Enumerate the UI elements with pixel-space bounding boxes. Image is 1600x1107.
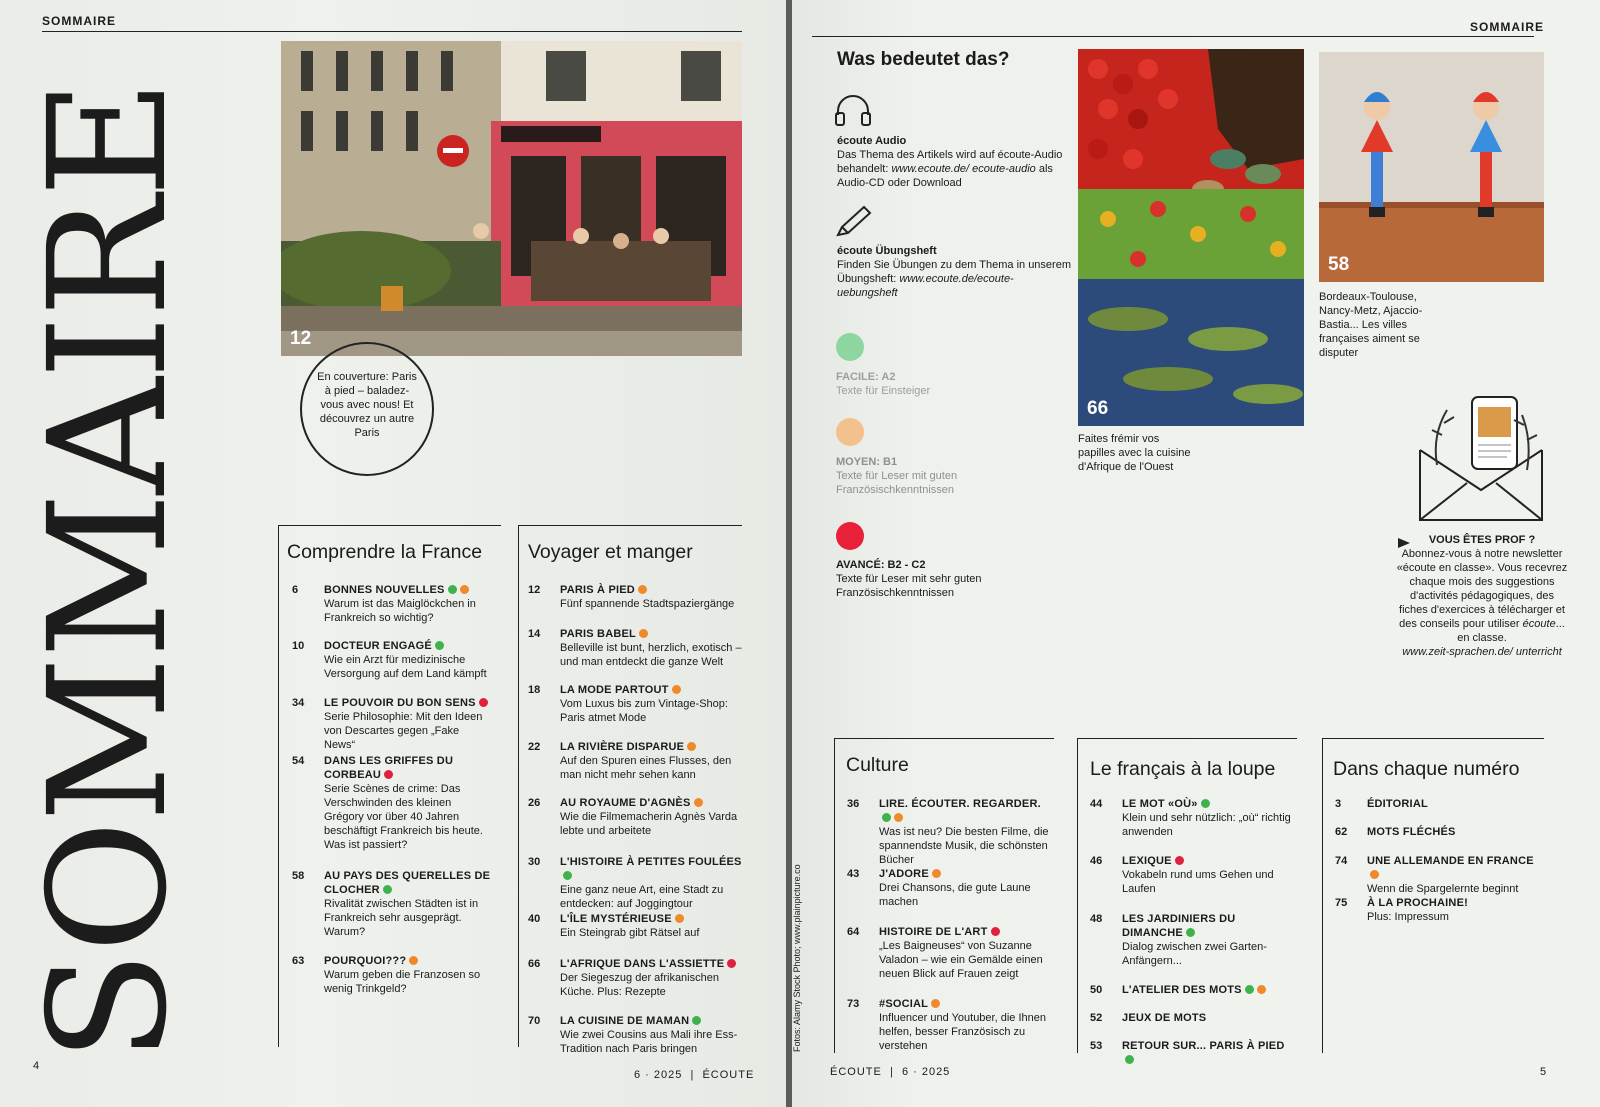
- level-dot: [383, 885, 392, 894]
- level-dot: [692, 1016, 701, 1025]
- section-divider-4: [1077, 738, 1078, 1053]
- toc-title: JEUX DE MOTS: [1122, 1012, 1207, 1024]
- toc-page-number: 34: [292, 697, 305, 709]
- photo-credit: Fotos: Alamy Stock Photo; www.plainpicture.co: [792, 864, 802, 1052]
- big-sommaire-title: SOMMAIRE: [15, 81, 203, 1062]
- headphones-icon: [834, 93, 872, 127]
- toc-title: AU PAYS DES QUERELLES DE CLOCHER: [324, 870, 491, 896]
- newsletter-envelope-icon: [1412, 395, 1552, 530]
- toc-title: MOTS FLÉCHÉS: [1367, 826, 1456, 838]
- toc-page-number: 36: [847, 798, 860, 810]
- toc-title: BONNES NOUVELLES: [324, 584, 445, 596]
- toc-page-number: 30: [528, 856, 541, 868]
- toc-description: Serie Scènes de crime: Das Verschwinden des kleinen Grégory vor über 40 Jahren beschäftigt Frankreich bis heute. Was ist passiert?: [324, 783, 483, 851]
- level-dot: [687, 742, 696, 751]
- section-divider-5: [1322, 738, 1323, 1053]
- toc-description: Belleville ist bunt, herzlich, exotisch – und man entdeckt die ganze Welt: [560, 642, 742, 668]
- toc-title: LA MODE PARTOUT: [560, 684, 669, 696]
- toc-description: Drei Chansons, die gute Laune machen: [879, 882, 1031, 908]
- toc-title: LE MOT «OÙ»: [1122, 798, 1198, 810]
- footer-issue-left: 6 · 2025 | ÉCOUTE: [634, 1069, 755, 1081]
- right-page: [792, 0, 1600, 1107]
- toc-title: AU ROYAUME D'AGNÈS: [560, 797, 691, 809]
- level-dot: [448, 585, 457, 594]
- section-title-chaque-numero: Dans chaque numéro: [1333, 758, 1520, 780]
- toc-description: Eine ganz neue Art, eine Stadt zu entdecken: auf Joggingtour: [560, 884, 724, 910]
- legend-facile-desc: Texte für Einsteiger: [836, 385, 931, 397]
- legend-avance-desc: Texte für Leser mit sehr guten Französischkenntnissen: [836, 573, 982, 599]
- toc-description: Wie zwei Cousins aus Mali ihre Ess-Tradition nach Paris bringen: [560, 1029, 738, 1055]
- toc-title: HISTOIRE DE L'ART: [879, 926, 988, 938]
- running-head-right: SOMMAIRE: [1470, 20, 1544, 34]
- running-head-left: SOMMAIRE: [42, 14, 116, 28]
- level-dot: [409, 956, 418, 965]
- level-dot: [694, 798, 703, 807]
- level-dot: [672, 685, 681, 694]
- section-top-rule-3: [834, 738, 1054, 739]
- legend-workbook: [837, 244, 1072, 300]
- level-dot: [638, 585, 647, 594]
- toc-description: Auf den Spuren eines Flusses, den man nicht mehr sehen kann: [560, 755, 732, 781]
- toc-title: L'ÎLE MYSTÉRIEUSE: [560, 913, 672, 925]
- toc-description: Dialog zwischen zwei Garten-Anfängern...: [1122, 941, 1267, 967]
- legend-facile-title: FACILE: A2: [836, 371, 896, 383]
- level-dot: [1201, 799, 1210, 808]
- toc-description: Vom Luxus bis zum Vintage-Shop: Paris atmet Mode: [560, 698, 728, 724]
- section-top-rule-5: [1322, 738, 1544, 739]
- legend-workbook-text: Finden Sie Übungen zu dem Thema in unserem Übungsheft:: [837, 259, 1071, 285]
- level-facile-dot: [836, 333, 864, 361]
- level-dot: [1175, 856, 1184, 865]
- toc-description: Serie Philosophie: Mit den Ideen von Descartes gegen „Fake News“: [324, 711, 483, 751]
- toc-title: LA CUISINE DE MAMAN: [560, 1015, 690, 1027]
- prof-promo-text2: ... en classe.: [1457, 618, 1565, 644]
- toc-page-number: 53: [1090, 1040, 1103, 1052]
- toc-page-number: 64: [847, 926, 860, 938]
- footer-issue-left-date: 6 · 2025: [634, 1069, 683, 1081]
- toc-page-number: 50: [1090, 984, 1103, 996]
- food-market-photo: [1078, 49, 1304, 426]
- page-number-right: 5: [1540, 1066, 1548, 1078]
- legend-facile: [836, 370, 1016, 398]
- toc-page-number: 22: [528, 741, 541, 753]
- page-number-left: 4: [33, 1060, 41, 1072]
- toc-title: À LA PROCHAINE!: [1367, 897, 1468, 909]
- dolls-photo: [1319, 52, 1544, 282]
- toc-page-number: 75: [1335, 897, 1348, 909]
- level-dot: [1245, 985, 1254, 994]
- toc-description: Klein und sehr nützlich: „où“ richtig anwenden: [1122, 812, 1291, 838]
- level-dot: [563, 871, 572, 880]
- food-photo-page-number: 66: [1087, 398, 1109, 419]
- legend-title: Was bedeutet das?: [837, 49, 1010, 70]
- toc-description: Warum geben die Franzosen so wenig Trinkgeld?: [324, 969, 481, 995]
- footer-mag-left: ÉCOUTE: [702, 1069, 755, 1081]
- toc-page-number: 40: [528, 913, 541, 925]
- legend-moyen-title: MOYEN: B1: [836, 456, 898, 468]
- dolls-photo-caption: Bordeaux-Toulouse, Nancy-Metz, Ajaccio-Bastia... Les villes françaises aiment se disputer: [1319, 291, 1423, 359]
- section-divider-3: [834, 738, 835, 1053]
- section-title-comprendre: Comprendre la France: [287, 541, 483, 563]
- toc-title: L'AFRIQUE DANS L'ASSIETTE: [560, 958, 725, 970]
- cover-photo-page-number: 12: [290, 328, 312, 349]
- legend-moyen-desc: Texte für Leser mit guten Französischkenntnissen: [836, 470, 958, 496]
- level-dot: [384, 770, 393, 779]
- toc-page-number: 74: [1335, 855, 1348, 867]
- toc-page-number: 66: [528, 958, 541, 970]
- toc-description: „Les Baigneuses“ von Suzanne Valadon – wie ein Gemälde einen neuen Blick auf Frauen zeigt: [879, 940, 1043, 980]
- level-dot: [1186, 928, 1195, 937]
- toc-page-number: 58: [292, 870, 305, 882]
- toc-page-number: 70: [528, 1015, 541, 1027]
- toc-page-number: 63: [292, 955, 305, 967]
- toc-page-number: 3: [1335, 798, 1342, 810]
- toc-title: L'HISTOIRE À PETITES FOULÉES: [560, 856, 742, 868]
- toc-description: Der Siegeszug der afrikanischen Küche. Plus: Rezepte: [560, 972, 719, 998]
- legend-avance-title: AVANCÉ: B2 - C2: [836, 559, 926, 571]
- toc-page-number: 44: [1090, 798, 1103, 810]
- toc-page-number: 48: [1090, 913, 1103, 925]
- toc-description: Warum ist das Maiglöckchen in Frankreich so wichtig?: [324, 598, 476, 624]
- toc-page-number: 6: [292, 584, 299, 596]
- toc-page-number: 12: [528, 584, 541, 596]
- top-rule-left: [42, 31, 742, 32]
- toc-title: LEXIQUE: [1122, 855, 1172, 867]
- food-photo-caption: Faites frémir vos papilles avec la cuisine d'Afrique de l'Ouest: [1078, 433, 1191, 473]
- section-top-rule-1: [278, 525, 501, 526]
- toc-page-number: 18: [528, 684, 541, 696]
- toc-description: Vokabeln rund ums Gehen und Laufen: [1122, 869, 1274, 895]
- toc-page-number: 26: [528, 797, 541, 809]
- prof-promo: [1396, 533, 1568, 659]
- toc-title: LA RIVIÈRE DISPARUE: [560, 741, 685, 753]
- section-title-voyager: Voyager et manger: [528, 541, 693, 563]
- section-divider-2: [518, 525, 519, 1047]
- legend-workbook-link[interactable]: www.ecoute.de/ecoute-uebungsheft: [837, 273, 1014, 299]
- toc-title: ÉDITORIAL: [1367, 798, 1428, 810]
- legend-audio-link[interactable]: www.ecoute.de/ ecoute-audio: [891, 163, 1036, 175]
- toc-description: Ein Steingrab gibt Rätsel auf: [560, 927, 700, 939]
- legend-audio-title: écoute Audio: [837, 135, 907, 147]
- legend-audio: [837, 134, 1072, 190]
- toc-title: POURQUOI???: [324, 955, 407, 967]
- toc-description: Influencer und Youtuber, die Ihnen helfen, besser Französisch zu verstehen: [879, 1012, 1046, 1052]
- toc-title: #SOCIAL: [879, 998, 929, 1010]
- toc-title: RETOUR SUR... PARIS À PIED: [1122, 1040, 1285, 1052]
- legend-avance: [836, 558, 1016, 600]
- section-title-francais: Le français à la loupe: [1090, 758, 1276, 780]
- toc-title: J'ADORE: [879, 868, 929, 880]
- dolls-illustration: [1319, 52, 1544, 282]
- section-top-rule-4: [1077, 738, 1297, 739]
- toc-page-number: 46: [1090, 855, 1103, 867]
- level-dot: [931, 999, 940, 1008]
- level-dot: [991, 927, 1000, 936]
- level-moyen-dot: [836, 418, 864, 446]
- left-page: [0, 0, 786, 1107]
- toc-page-number: 43: [847, 868, 860, 880]
- toc-title: DANS LES GRIFFES DU CORBEAU: [324, 755, 454, 781]
- legend-moyen: [836, 455, 1016, 497]
- food-market-illustration: [1078, 49, 1304, 426]
- toc-page-number: 54: [292, 755, 305, 767]
- toc-description: Wie ein Arzt für medizinische Versorgung auf dem Land kämpft: [324, 654, 487, 680]
- level-avance-dot: [836, 522, 864, 550]
- section-divider-1: [278, 525, 279, 1047]
- legend-audio-text: Das Thema des Artikels wird auf écoute-Audio behandelt:: [837, 149, 1063, 175]
- prof-promo-em: écoute: [1522, 618, 1556, 630]
- toc-title: DOCTEUR ENGAGÉ: [324, 640, 432, 652]
- level-dot: [932, 869, 941, 878]
- pencil-icon: [834, 205, 874, 239]
- toc-title: UNE ALLEMANDE EN FRANCE: [1367, 855, 1534, 867]
- toc-description: Plus: Impressum: [1367, 911, 1449, 923]
- prof-promo-title: VOUS ÊTES PROF ?: [1428, 534, 1536, 546]
- prof-promo-link[interactable]: www.zeit-sprachen.de/ unterricht: [1402, 646, 1562, 658]
- toc-page-number: 10: [292, 640, 305, 652]
- toc-page-number: 52: [1090, 1012, 1103, 1024]
- cover-photo-paris-cafe: [281, 41, 742, 356]
- dolls-photo-page-number: 58: [1328, 254, 1350, 275]
- toc-page-number: 62: [1335, 826, 1348, 838]
- level-dot: [1257, 985, 1266, 994]
- toc-page-number: 14: [528, 628, 541, 640]
- toc-title: LIRE. ÉCOUTER. REGARDER.: [879, 798, 1041, 810]
- level-dot: [1125, 1055, 1134, 1064]
- level-dot: [460, 585, 469, 594]
- level-dot: [727, 959, 736, 968]
- level-dot: [1370, 870, 1379, 879]
- toc-title: PARIS BABEL: [560, 628, 636, 640]
- toc-title: PARIS À PIED: [560, 584, 635, 596]
- section-title-culture: Culture: [846, 754, 909, 776]
- toc-description: Was ist neu? Die besten Filme, die spannendste Musik, die schönsten Bücher: [879, 826, 1049, 866]
- footer-issue-right-date: 6 · 2025: [901, 1066, 951, 1078]
- cafe-illustration: [281, 41, 742, 356]
- top-rule-right: [812, 36, 1534, 37]
- level-dot: [882, 813, 891, 822]
- footer-issue-right: ÉCOUTE | 6 · 2025: [830, 1066, 951, 1078]
- toc-description: Wie die Filmemacherin Agnès Varda lebte und arbeitete: [560, 811, 738, 837]
- toc-page-number: 73: [847, 998, 860, 1010]
- level-dot: [479, 698, 488, 707]
- footer-mag-right: ÉCOUTE: [830, 1066, 882, 1078]
- level-dot: [675, 914, 684, 923]
- toc-description: Wenn die Spargelernte beginnt: [1367, 883, 1519, 895]
- level-dot: [894, 813, 903, 822]
- legend-workbook-title: écoute Übungsheft: [837, 245, 937, 257]
- toc-description: Fünf spannende Stadtspaziergänge: [560, 598, 735, 610]
- legend-audio-suffix: als Audio-CD oder Download: [837, 163, 1053, 189]
- toc-title: LE POUVOIR DU BON SENS: [324, 697, 476, 709]
- toc-title: L'ATELIER DES MOTS: [1122, 984, 1242, 996]
- prof-promo-text: Abonnez-vous à notre newsletter «écoute en classe». Vous recevrez chaque mois des suggestions d'activités pédagogiques, des fiches d'exercices à télécharger et des conseils pour utiliser: [1396, 548, 1568, 630]
- toc-description: Rivalität zwischen Städten ist in Frankreich sehr ausgeprägt. Warum?: [324, 898, 479, 938]
- section-top-rule-2: [518, 525, 742, 526]
- level-dot: [435, 641, 444, 650]
- toc-title: LES JARDINIERS DU DIMANCHE: [1122, 913, 1236, 939]
- cover-note-text: En couverture: Paris à pied – baladez-vous avec nous! Et découvrez un autre Paris: [317, 371, 417, 439]
- level-dot: [639, 629, 648, 638]
